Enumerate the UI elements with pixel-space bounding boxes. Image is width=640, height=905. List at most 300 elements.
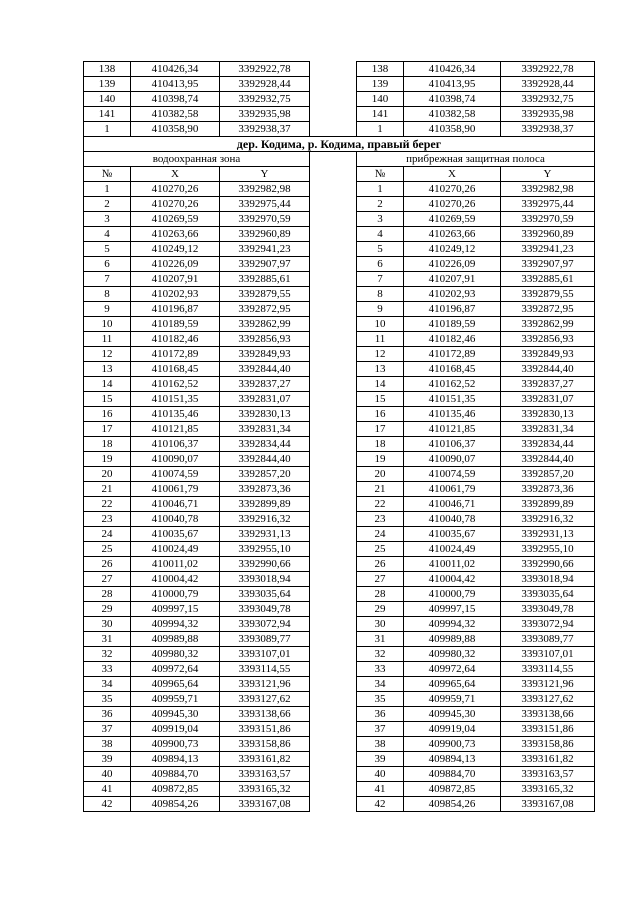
left-x-coordinate: 410162,52 — [131, 377, 220, 392]
right-y-coordinate: 3393121,96 — [501, 677, 595, 692]
left-y-coordinate: 3392931,13 — [220, 527, 310, 542]
right-x-coordinate: 410270,26 — [404, 182, 501, 197]
right-point-number: 19 — [357, 452, 404, 467]
right-point-number: 15 — [357, 392, 404, 407]
table-row — [84, 452, 595, 467]
table-row — [84, 707, 595, 722]
right-x-coordinate: 409894,13 — [404, 752, 501, 767]
left-point-number: 21 — [84, 482, 131, 497]
column-gap — [310, 407, 357, 422]
left-y-coordinate: 3393163,57 — [220, 767, 310, 782]
right-x-coordinate: 409989,88 — [404, 632, 501, 647]
right-point-number: 37 — [357, 722, 404, 737]
left-y-coordinate: 3392873,36 — [220, 482, 310, 497]
left-x-coordinate: 409945,30 — [131, 707, 220, 722]
right-y-coordinate: 3392844,40 — [501, 452, 595, 467]
left-y-coordinate: 3392856,93 — [220, 332, 310, 347]
left-x-coordinate: 409900,73 — [131, 737, 220, 752]
table-row — [84, 437, 595, 452]
right-point-number: 2 — [357, 197, 404, 212]
column-gap — [310, 272, 357, 287]
right-point-number: 34 — [357, 677, 404, 692]
right-point-number: 42 — [357, 797, 404, 812]
table-row — [84, 737, 595, 752]
column-gap — [310, 527, 357, 542]
table-row — [84, 212, 595, 227]
right-x-coordinate: 410168,45 — [404, 362, 501, 377]
table-row — [84, 287, 595, 302]
left-y-coordinate: 3392916,32 — [220, 512, 310, 527]
right-point-number: 25 — [357, 542, 404, 557]
right-x-coordinate: 409884,70 — [404, 767, 501, 782]
left-x-coordinate: 409872,85 — [131, 782, 220, 797]
column-gap — [310, 197, 357, 212]
table-row — [84, 512, 595, 527]
right-x-coordinate: 409872,85 — [404, 782, 501, 797]
left-header-y: Y — [220, 167, 310, 182]
left-point-number: 41 — [84, 782, 131, 797]
column-gap — [310, 317, 357, 332]
left-point-number: 138 — [84, 62, 131, 77]
left-point-number: 11 — [84, 332, 131, 347]
left-point-number: 20 — [84, 467, 131, 482]
right-point-number: 40 — [357, 767, 404, 782]
right-y-coordinate: 3392873,36 — [501, 482, 595, 497]
left-x-coordinate: 410358,90 — [131, 122, 220, 137]
right-x-coordinate: 409980,32 — [404, 647, 501, 662]
right-x-coordinate: 410189,59 — [404, 317, 501, 332]
column-gap — [310, 617, 357, 632]
column-gap — [310, 677, 357, 692]
right-x-coordinate: 410004,42 — [404, 572, 501, 587]
right-x-coordinate: 410426,34 — [404, 62, 501, 77]
table-row — [84, 422, 595, 437]
right-y-coordinate: 3392982,98 — [501, 182, 595, 197]
left-y-coordinate: 3393167,08 — [220, 797, 310, 812]
right-x-coordinate: 410207,91 — [404, 272, 501, 287]
right-point-number: 26 — [357, 557, 404, 572]
right-x-coordinate: 410024,49 — [404, 542, 501, 557]
left-y-coordinate: 3392872,95 — [220, 302, 310, 317]
left-x-coordinate: 409854,26 — [131, 797, 220, 812]
right-y-coordinate: 3392931,13 — [501, 527, 595, 542]
left-y-coordinate: 3392941,23 — [220, 242, 310, 257]
left-y-coordinate: 3392857,20 — [220, 467, 310, 482]
right-x-coordinate: 410046,71 — [404, 497, 501, 512]
column-gap — [310, 542, 357, 557]
right-point-number: 16 — [357, 407, 404, 422]
left-y-coordinate: 3393072,94 — [220, 617, 310, 632]
left-x-coordinate: 410046,71 — [131, 497, 220, 512]
table-row — [84, 347, 595, 362]
right-y-coordinate: 3392862,99 — [501, 317, 595, 332]
column-gap — [310, 377, 357, 392]
left-point-number: 24 — [84, 527, 131, 542]
right-y-coordinate: 3392885,61 — [501, 272, 595, 287]
right-x-coordinate: 410151,35 — [404, 392, 501, 407]
right-y-coordinate: 3392834,44 — [501, 437, 595, 452]
right-point-number: 22 — [357, 497, 404, 512]
column-gap — [310, 662, 357, 677]
table-row — [84, 497, 595, 512]
left-point-number: 139 — [84, 77, 131, 92]
column-gap — [310, 587, 357, 602]
section-title: дер. Кодима, р. Кодима, правый берег — [84, 137, 595, 152]
right-x-coordinate: 409854,26 — [404, 797, 501, 812]
right-point-number: 5 — [357, 242, 404, 257]
left-y-coordinate: 3392899,89 — [220, 497, 310, 512]
right-point-number: 1 — [357, 122, 404, 137]
left-point-number: 18 — [84, 437, 131, 452]
right-y-coordinate: 3392928,44 — [501, 77, 595, 92]
right-y-coordinate: 3393035,64 — [501, 587, 595, 602]
right-point-number: 35 — [357, 692, 404, 707]
right-point-number: 6 — [357, 257, 404, 272]
left-x-coordinate: 410263,66 — [131, 227, 220, 242]
column-gap — [310, 212, 357, 227]
left-y-coordinate: 3393114,55 — [220, 662, 310, 677]
right-point-number: 138 — [357, 62, 404, 77]
right-point-number: 13 — [357, 362, 404, 377]
left-x-coordinate: 409919,04 — [131, 722, 220, 737]
right-point-number: 36 — [357, 707, 404, 722]
left-point-number: 19 — [84, 452, 131, 467]
right-x-coordinate: 410135,46 — [404, 407, 501, 422]
left-point-number: 9 — [84, 302, 131, 317]
right-x-coordinate: 410106,37 — [404, 437, 501, 452]
right-point-number: 18 — [357, 437, 404, 452]
left-y-coordinate: 3392831,07 — [220, 392, 310, 407]
right-x-coordinate: 410270,26 — [404, 197, 501, 212]
column-gap — [310, 392, 357, 407]
left-point-number: 29 — [84, 602, 131, 617]
table-row — [84, 407, 595, 422]
right-x-coordinate: 409919,04 — [404, 722, 501, 737]
right-point-number: 3 — [357, 212, 404, 227]
table-row — [84, 572, 595, 587]
left-point-number: 22 — [84, 497, 131, 512]
left-x-coordinate: 409894,13 — [131, 752, 220, 767]
left-point-number: 32 — [84, 647, 131, 662]
right-y-coordinate: 3392916,32 — [501, 512, 595, 527]
right-point-number: 29 — [357, 602, 404, 617]
right-x-coordinate: 410162,52 — [404, 377, 501, 392]
right-y-coordinate: 3393138,66 — [501, 707, 595, 722]
left-x-coordinate: 410196,87 — [131, 302, 220, 317]
right-y-coordinate: 3393167,08 — [501, 797, 595, 812]
table-row — [84, 317, 595, 332]
left-point-number: 141 — [84, 107, 131, 122]
right-y-coordinate: 3392941,23 — [501, 242, 595, 257]
table-row — [84, 677, 595, 692]
left-y-coordinate: 3392928,44 — [220, 77, 310, 92]
left-point-number: 38 — [84, 737, 131, 752]
column-gap — [310, 347, 357, 362]
right-x-coordinate: 409972,64 — [404, 662, 501, 677]
left-point-number: 15 — [84, 392, 131, 407]
left-x-coordinate: 410168,45 — [131, 362, 220, 377]
right-point-number: 24 — [357, 527, 404, 542]
column-gap — [310, 557, 357, 572]
table-row — [84, 62, 595, 77]
column-gap — [310, 257, 357, 272]
right-point-number: 27 — [357, 572, 404, 587]
table-row — [84, 392, 595, 407]
left-point-number: 40 — [84, 767, 131, 782]
left-x-coordinate: 410024,49 — [131, 542, 220, 557]
table-row — [84, 197, 595, 212]
table-row — [84, 77, 595, 92]
column-header-row — [84, 167, 595, 182]
right-y-coordinate: 3392849,93 — [501, 347, 595, 362]
right-y-coordinate: 3392970,59 — [501, 212, 595, 227]
left-point-number: 13 — [84, 362, 131, 377]
right-x-coordinate: 410382,58 — [404, 107, 501, 122]
table-row — [84, 107, 595, 122]
left-x-coordinate: 410270,26 — [131, 197, 220, 212]
column-gap — [310, 752, 357, 767]
right-point-number: 10 — [357, 317, 404, 332]
left-x-coordinate: 409989,88 — [131, 632, 220, 647]
column-gap — [310, 497, 357, 512]
left-y-coordinate: 3392970,59 — [220, 212, 310, 227]
right-y-coordinate: 3393114,55 — [501, 662, 595, 677]
left-point-number: 140 — [84, 92, 131, 107]
left-x-coordinate: 409997,15 — [131, 602, 220, 617]
left-x-coordinate: 409972,64 — [131, 662, 220, 677]
right-point-number: 8 — [357, 287, 404, 302]
table-row — [84, 182, 595, 197]
right-y-coordinate: 3392932,75 — [501, 92, 595, 107]
right-point-number: 12 — [357, 347, 404, 362]
right-y-coordinate: 3392844,40 — [501, 362, 595, 377]
left-y-coordinate: 3392932,75 — [220, 92, 310, 107]
left-point-number: 25 — [84, 542, 131, 557]
left-point-number: 42 — [84, 797, 131, 812]
left-x-coordinate: 410269,59 — [131, 212, 220, 227]
left-y-coordinate: 3392844,40 — [220, 452, 310, 467]
right-point-number: 28 — [357, 587, 404, 602]
left-point-number: 3 — [84, 212, 131, 227]
right-x-coordinate: 410249,12 — [404, 242, 501, 257]
right-y-coordinate: 3393151,86 — [501, 722, 595, 737]
right-y-coordinate: 3392922,78 — [501, 62, 595, 77]
table-row — [84, 92, 595, 107]
left-point-number: 1 — [84, 122, 131, 137]
left-point-number: 5 — [84, 242, 131, 257]
left-point-number: 8 — [84, 287, 131, 302]
table-row — [84, 752, 595, 767]
right-y-coordinate: 3392938,37 — [501, 122, 595, 137]
column-gap — [310, 77, 357, 92]
left-x-coordinate: 410426,34 — [131, 62, 220, 77]
right-x-coordinate: 409965,64 — [404, 677, 501, 692]
left-x-coordinate: 410121,85 — [131, 422, 220, 437]
table-row — [84, 662, 595, 677]
left-x-coordinate: 410207,91 — [131, 272, 220, 287]
right-zone-title: прибрежная защитная полоса — [357, 152, 595, 167]
right-point-number: 14 — [357, 377, 404, 392]
right-y-coordinate: 3392955,10 — [501, 542, 595, 557]
left-x-coordinate: 410398,74 — [131, 92, 220, 107]
left-y-coordinate: 3392935,98 — [220, 107, 310, 122]
right-x-coordinate: 410269,59 — [404, 212, 501, 227]
right-x-coordinate: 410263,66 — [404, 227, 501, 242]
left-header-x: X — [131, 167, 220, 182]
right-x-coordinate: 410011,02 — [404, 557, 501, 572]
right-point-number: 11 — [357, 332, 404, 347]
right-point-number: 9 — [357, 302, 404, 317]
left-point-number: 1 — [84, 182, 131, 197]
table-row — [84, 527, 595, 542]
left-y-coordinate: 3392975,44 — [220, 197, 310, 212]
table-row — [84, 542, 595, 557]
right-y-coordinate: 3392831,07 — [501, 392, 595, 407]
column-gap — [310, 122, 357, 137]
table-row — [84, 557, 595, 572]
column-gap — [310, 182, 357, 197]
right-point-number: 141 — [357, 107, 404, 122]
left-x-coordinate: 410000,79 — [131, 587, 220, 602]
right-y-coordinate: 3392837,27 — [501, 377, 595, 392]
left-y-coordinate: 3393035,64 — [220, 587, 310, 602]
column-gap — [310, 692, 357, 707]
right-y-coordinate: 3392879,55 — [501, 287, 595, 302]
left-x-coordinate: 410135,46 — [131, 407, 220, 422]
left-y-coordinate: 3392844,40 — [220, 362, 310, 377]
left-x-coordinate: 410189,59 — [131, 317, 220, 332]
left-y-coordinate: 3393127,62 — [220, 692, 310, 707]
column-gap — [310, 152, 357, 167]
left-point-number: 6 — [84, 257, 131, 272]
left-x-coordinate: 410413,95 — [131, 77, 220, 92]
column-gap — [310, 227, 357, 242]
table-row — [84, 617, 595, 632]
right-y-coordinate: 3393018,94 — [501, 572, 595, 587]
section-title-row — [84, 137, 595, 152]
right-y-coordinate: 3392907,97 — [501, 257, 595, 272]
left-point-number: 33 — [84, 662, 131, 677]
column-gap — [310, 467, 357, 482]
right-point-number: 41 — [357, 782, 404, 797]
table-row — [84, 587, 595, 602]
right-x-coordinate: 409997,15 — [404, 602, 501, 617]
left-x-coordinate: 410172,89 — [131, 347, 220, 362]
column-gap — [310, 62, 357, 77]
right-x-coordinate: 410121,85 — [404, 422, 501, 437]
column-gap — [310, 242, 357, 257]
right-x-coordinate: 410202,93 — [404, 287, 501, 302]
left-x-coordinate: 410226,09 — [131, 257, 220, 272]
left-y-coordinate: 3392834,44 — [220, 437, 310, 452]
left-y-coordinate: 3393121,96 — [220, 677, 310, 692]
left-x-coordinate: 409884,70 — [131, 767, 220, 782]
left-y-coordinate: 3393138,66 — [220, 707, 310, 722]
right-y-coordinate: 3393107,01 — [501, 647, 595, 662]
right-point-number: 23 — [357, 512, 404, 527]
left-y-coordinate: 3392960,89 — [220, 227, 310, 242]
column-gap — [310, 512, 357, 527]
right-x-coordinate: 409945,30 — [404, 707, 501, 722]
right-point-number: 140 — [357, 92, 404, 107]
right-x-coordinate: 410035,67 — [404, 527, 501, 542]
right-point-number: 31 — [357, 632, 404, 647]
left-y-coordinate: 3392982,98 — [220, 182, 310, 197]
right-header-y: Y — [501, 167, 595, 182]
right-point-number: 30 — [357, 617, 404, 632]
left-point-number: 31 — [84, 632, 131, 647]
right-y-coordinate: 3393163,57 — [501, 767, 595, 782]
left-x-coordinate: 410090,07 — [131, 452, 220, 467]
right-y-coordinate: 3392857,20 — [501, 467, 595, 482]
right-y-coordinate: 3393049,78 — [501, 602, 595, 617]
left-point-number: 36 — [84, 707, 131, 722]
column-gap — [310, 287, 357, 302]
column-gap — [310, 647, 357, 662]
left-y-coordinate: 3392885,61 — [220, 272, 310, 287]
left-point-number: 39 — [84, 752, 131, 767]
table-row — [84, 257, 595, 272]
column-gap — [310, 332, 357, 347]
right-point-number: 39 — [357, 752, 404, 767]
left-y-coordinate: 3393165,32 — [220, 782, 310, 797]
right-y-coordinate: 3393072,94 — [501, 617, 595, 632]
column-gap — [310, 782, 357, 797]
left-y-coordinate: 3392837,27 — [220, 377, 310, 392]
left-point-number: 35 — [84, 692, 131, 707]
right-y-coordinate: 3393127,62 — [501, 692, 595, 707]
left-x-coordinate: 410182,46 — [131, 332, 220, 347]
table-row — [84, 272, 595, 287]
table-row — [84, 602, 595, 617]
left-y-coordinate: 3393089,77 — [220, 632, 310, 647]
right-y-coordinate: 3393089,77 — [501, 632, 595, 647]
table-row — [84, 377, 595, 392]
table-row — [84, 242, 595, 257]
right-x-coordinate: 409959,71 — [404, 692, 501, 707]
column-gap — [310, 362, 357, 377]
table-row — [84, 692, 595, 707]
left-y-coordinate: 3392831,34 — [220, 422, 310, 437]
left-header-number: № — [84, 167, 131, 182]
left-point-number: 16 — [84, 407, 131, 422]
column-gap — [310, 482, 357, 497]
left-x-coordinate: 410382,58 — [131, 107, 220, 122]
right-x-coordinate: 410090,07 — [404, 452, 501, 467]
right-point-number: 33 — [357, 662, 404, 677]
left-x-coordinate: 409959,71 — [131, 692, 220, 707]
table-row — [84, 482, 595, 497]
left-x-coordinate: 410035,67 — [131, 527, 220, 542]
column-gap — [310, 797, 357, 812]
left-y-coordinate: 3393107,01 — [220, 647, 310, 662]
right-x-coordinate: 410172,89 — [404, 347, 501, 362]
left-x-coordinate: 410106,37 — [131, 437, 220, 452]
right-x-coordinate: 409900,73 — [404, 737, 501, 752]
left-y-coordinate: 3393049,78 — [220, 602, 310, 617]
right-x-coordinate: 410413,95 — [404, 77, 501, 92]
right-point-number: 1 — [357, 182, 404, 197]
column-gap — [310, 167, 357, 182]
left-x-coordinate: 409980,32 — [131, 647, 220, 662]
left-x-coordinate: 410249,12 — [131, 242, 220, 257]
left-y-coordinate: 3393161,82 — [220, 752, 310, 767]
right-y-coordinate: 3393161,82 — [501, 752, 595, 767]
right-x-coordinate: 410182,46 — [404, 332, 501, 347]
right-y-coordinate: 3392935,98 — [501, 107, 595, 122]
column-gap — [310, 452, 357, 467]
column-gap — [310, 722, 357, 737]
